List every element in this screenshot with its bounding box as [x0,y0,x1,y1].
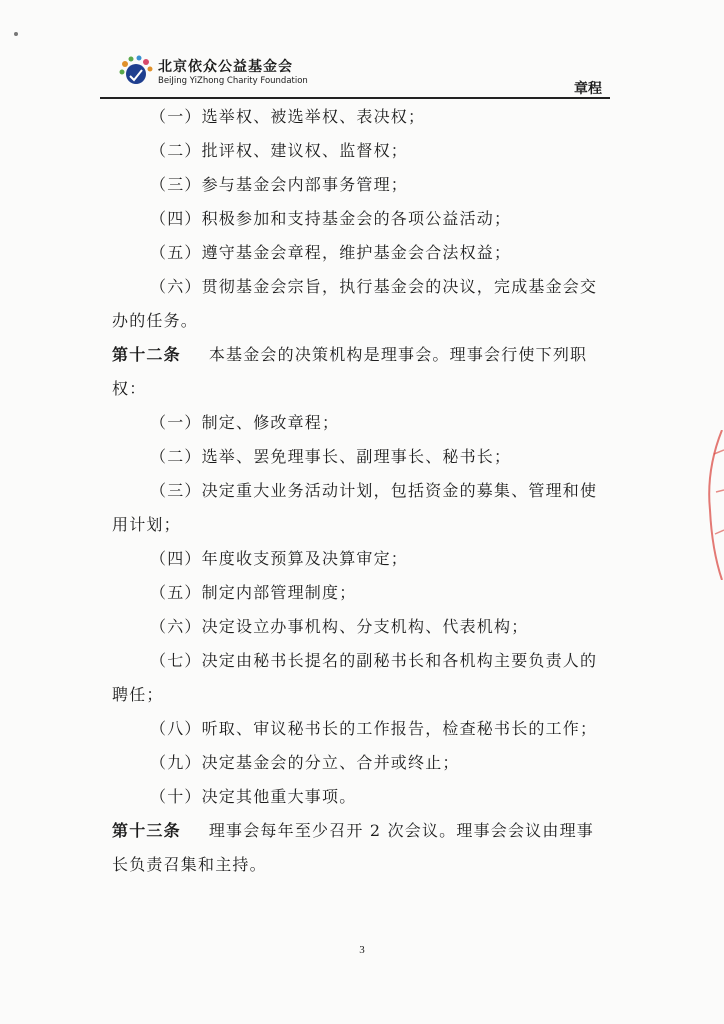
body-line: （五）遵守基金会章程，维护基金会合法权益； [150,243,512,262]
document-type: 章程 [574,81,602,97]
body-line: 办的任务。 [112,311,199,330]
body-line: 聘任； [112,685,164,704]
body-line: （十）决定其他重大事项。 [150,787,357,806]
body-line: （五）制定内部管理制度； [150,583,357,602]
page-number: 3 [359,944,365,956]
body-line: （四）积极参加和支持基金会的各项公益活动； [150,209,512,228]
letterhead [118,48,610,100]
body-line: （九）决定基金会的分立、合并或终止； [150,753,460,772]
body-line: （三）参与基金会内部事务管理； [150,175,409,194]
article-13-text: 理事会每年至少召开 2 次会议。理事会会议由理事 [208,821,594,840]
org-name-chinese: 北京依众公益基金会 [158,59,293,75]
foundation-logo-icon [118,54,154,90]
body-line: （四）年度收支预算及决算审定； [150,549,409,568]
body-line: 长负责召集和主持。 [112,855,267,874]
article-13-line [112,814,612,848]
body-line: 用计划； [112,515,181,534]
body-line: （一）选举权、被选举权、表决权； [150,107,426,126]
body-line: （三）决定重大业务活动计划，包括资金的募集、管理和使 [150,481,598,500]
body-line: 权： [112,379,147,398]
seal-fragment-icon [700,430,724,580]
article-12-line [112,338,612,372]
header-divider [100,97,610,99]
article-12-text: 本基金会的决策机构是理事会。理事会行使下列职 [208,345,588,364]
body-line: （六）决定设立办事机构、分支机构、代表机构； [150,617,529,636]
body-line: （二）批评权、建议权、监督权； [150,141,409,160]
body-line: （一）制定、修改章程； [150,413,340,432]
org-name-english: BeiJing YiZhong Charity Foundation [158,76,308,86]
scan-speck-icon [12,30,20,38]
article-body [112,100,612,882]
body-line: （六）贯彻基金会宗旨，执行基金会的决议，完成基金会交 [150,277,598,296]
body-line: （二）选举、罢免理事长、副理事长、秘书长； [150,447,512,466]
article-13-label: 第十三条 [112,821,181,840]
article-12-label: 第十二条 [112,345,181,364]
body-line: （七）决定由秘书长提名的副秘书长和各机构主要负责人的 [150,651,598,670]
body-line: （八）听取、审议秘书长的工作报告，检查秘书长的工作； [150,719,598,738]
